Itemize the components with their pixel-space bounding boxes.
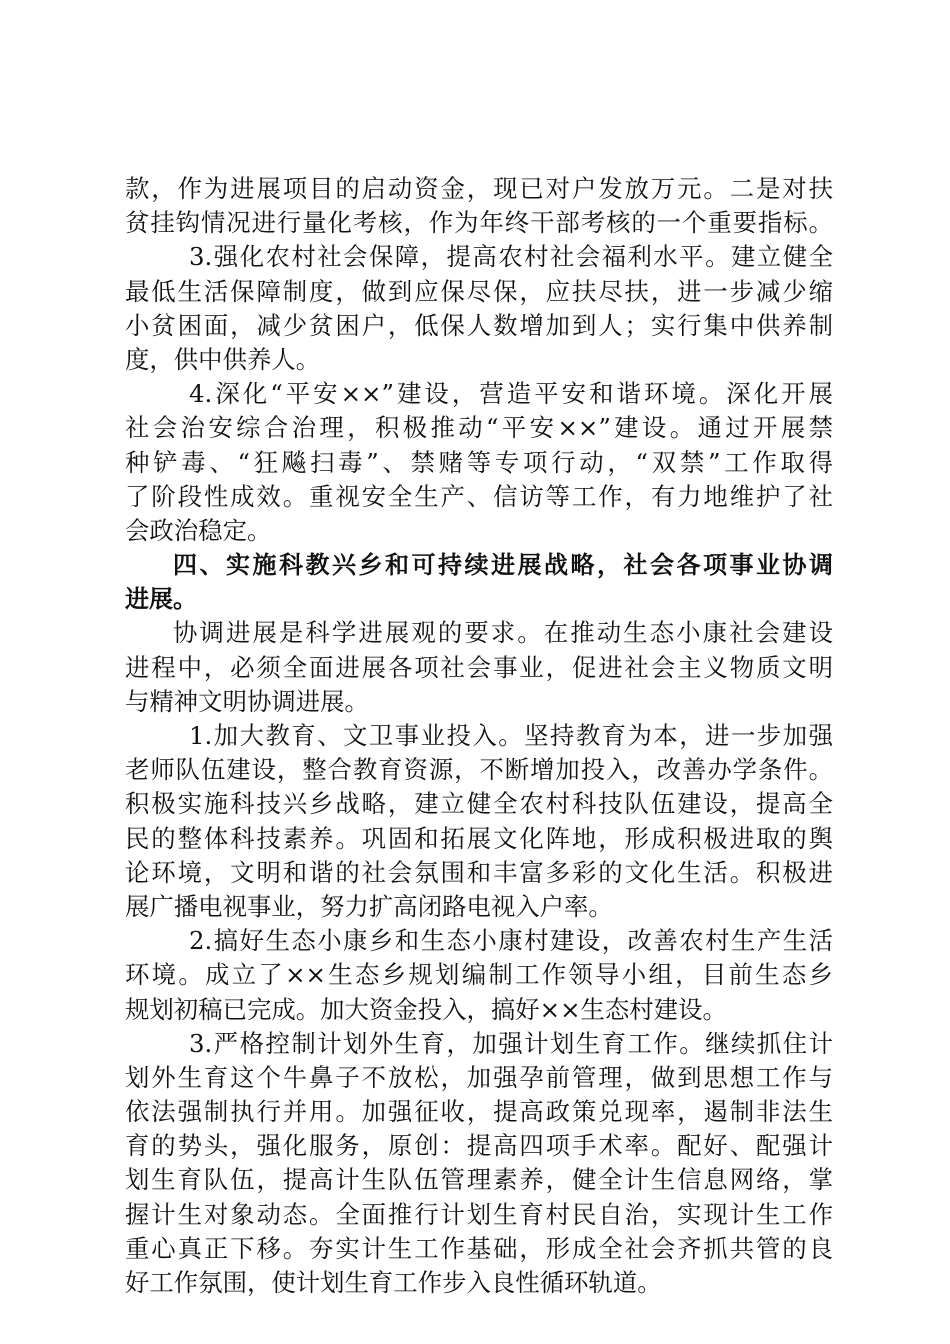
text-line: 好工作氛围，使计划生育工作步入良性循环轨道。	[125, 1268, 662, 1297]
text-line: 会政治稳定。	[125, 515, 272, 545]
text-line: 进程中，必须全面进展各项社会事业，促进社会主义物质文明	[125, 652, 833, 682]
text-line: 规划初稿已完成。加大资金投入，搞好××生态村建设。	[125, 994, 727, 1024]
text-line: 育的势头，强化服务，原创：提高四项手术率。配好、配强计	[125, 1131, 833, 1161]
text-line: 划生育队伍，提高计生队伍管理素养，健全计生信息网络，掌	[125, 1165, 833, 1195]
text-line: 重心真正下移。夯实计生工作基础，形成全社会齐抓共管的良	[125, 1233, 833, 1263]
text-line: 划外生育这个牛鼻子不放松，加强孕前管理，做到思想工作与	[125, 1062, 833, 1092]
text-line: 论环境，文明和谐的社会氛围和丰富多彩的文化生活。积极进	[125, 857, 833, 887]
text-line: 3.严格控制计划外生育，加强计划生育工作。继续抓住计	[189, 1028, 833, 1058]
text-line: 积极实施科技兴乡战略，建立健全农村科技队伍建设，提高全	[125, 789, 833, 819]
text-line: 展广播电视事业，努力扩高闭路电视入户率。	[125, 891, 613, 921]
text-line: 握计生对象动态。全面推行计划生育村民自治，实现计生工作	[125, 1199, 833, 1229]
text-line: 依法强制执行并用。加强征收，提高政策兑现率，遏制非法生	[125, 1097, 833, 1127]
text-line: 社会治安综合治理，积极推动“平安××”建设。通过开展禁	[125, 413, 833, 443]
text-line: 协调进展是科学进展观的要求。在推动生态小康社会建设	[173, 618, 833, 648]
text-line: 3.强化农村社会保障，提高农村社会福利水平。建立健全	[189, 242, 833, 272]
text-line: 与精神文明协调进展。	[125, 686, 369, 716]
text-line: 小贫困面，减少贫困户，低保人数增加到人；实行集中供养制	[125, 310, 833, 340]
text-line: 贫挂钩情况进行量化考核，作为年终干部考核的一个重要指标。	[125, 208, 833, 238]
section-heading: 四、实施科教兴乡和可持续进展战略，社会各项事业协调	[173, 551, 833, 580]
text-line: 最低生活保障制度，做到应保尽保，应扶尽扶，进一步减少缩	[125, 276, 833, 306]
text-line: 环境。成立了××生态乡规划编制工作领导小组，目前生态乡	[125, 960, 833, 990]
text-line: 1.加大教育、文卫事业投入。坚持教育为本，进一步加强	[189, 721, 833, 750]
text-line: 种铲毒、“狂飚扫毒”、禁赌等专项行动，“双禁”工作取得	[125, 447, 833, 477]
text-line: 2.搞好生态小康乡和生态小康村建设，改善农村生产生活	[189, 926, 833, 956]
text-line: 款，作为进展项目的启动资金，现已对户发放万元。二是对扶	[125, 174, 833, 203]
text-line: 老师队伍建设，整合教育资源，不断增加投入，改善办学条件。	[125, 755, 833, 785]
text-line: 了阶段性成效。重视安全生产、信访等工作，有力地维护了社	[125, 481, 833, 511]
document-body	[125, 172, 833, 1300]
text-line: 民的整体科技素养。巩固和拓展文化阵地，形成积极进取的舆	[125, 823, 833, 853]
text-line: 4.深化“平安××”建设，营造平安和谐环境。深化开展	[189, 379, 833, 409]
text-line: 度，供中供养人。	[125, 344, 321, 374]
section-heading: 进展。	[125, 585, 197, 614]
